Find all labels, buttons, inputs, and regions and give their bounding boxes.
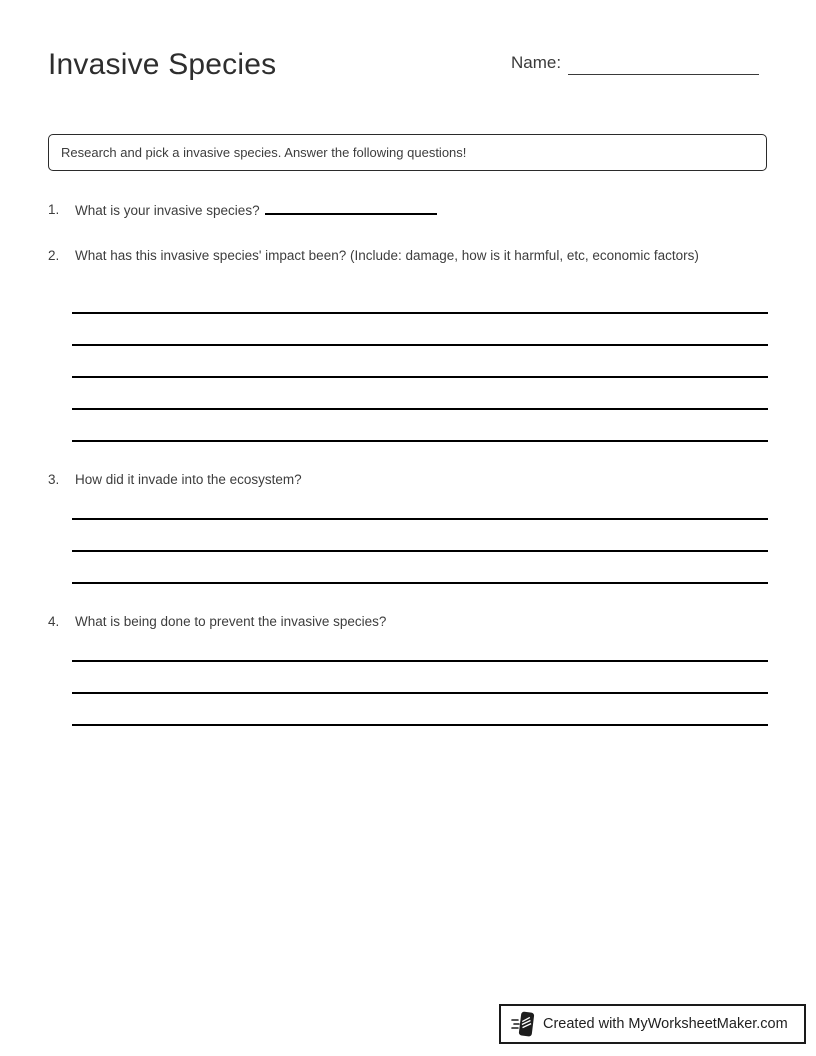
question-3-number: 3. <box>48 472 60 487</box>
instruction-text: Research and pick a invasive species. Answer the following questions! <box>61 145 467 160</box>
question-4 <box>48 613 386 631</box>
question-2 <box>48 247 699 265</box>
answer-line <box>72 662 768 694</box>
question-2-text: What has this invasive species' impact been? (Include: damage, how is it harmful, etc, economic factors) <box>75 248 699 263</box>
question-2-answer-lines <box>72 282 768 442</box>
answer-line <box>72 694 768 726</box>
question-1 <box>48 201 437 220</box>
question-3-answer-lines <box>72 488 768 584</box>
question-4-number: 4. <box>48 614 60 629</box>
answer-line <box>72 282 768 314</box>
answer-blank-inline <box>265 201 437 215</box>
answer-line <box>72 630 768 662</box>
question-1-text: What is your invasive species? <box>75 201 437 220</box>
question-2-number: 2. <box>48 248 60 263</box>
answer-line <box>72 410 768 442</box>
question-3-text: How did it invade into the ecosystem? <box>75 472 302 487</box>
answer-line <box>72 314 768 346</box>
creator-credit-badge <box>499 1004 806 1044</box>
question-4-answer-lines <box>72 630 768 726</box>
answer-line <box>72 488 768 520</box>
answer-line <box>72 520 768 552</box>
instruction-box <box>48 134 767 171</box>
name-field <box>511 52 759 75</box>
question-1-number: 1. <box>48 202 60 217</box>
question-3 <box>48 471 302 489</box>
answer-line <box>72 552 768 584</box>
name-blank-line <box>568 52 759 75</box>
page-title: Invasive Species <box>48 48 277 81</box>
name-label: Name: <box>511 53 562 72</box>
question-4-text: What is being done to prevent the invasive species? <box>75 614 387 629</box>
creator-credit-text: Created with MyWorksheetMaker.com <box>543 1016 788 1032</box>
answer-line <box>72 378 768 410</box>
answer-line <box>72 346 768 378</box>
worksheet-maker-logo-icon <box>511 1010 535 1038</box>
